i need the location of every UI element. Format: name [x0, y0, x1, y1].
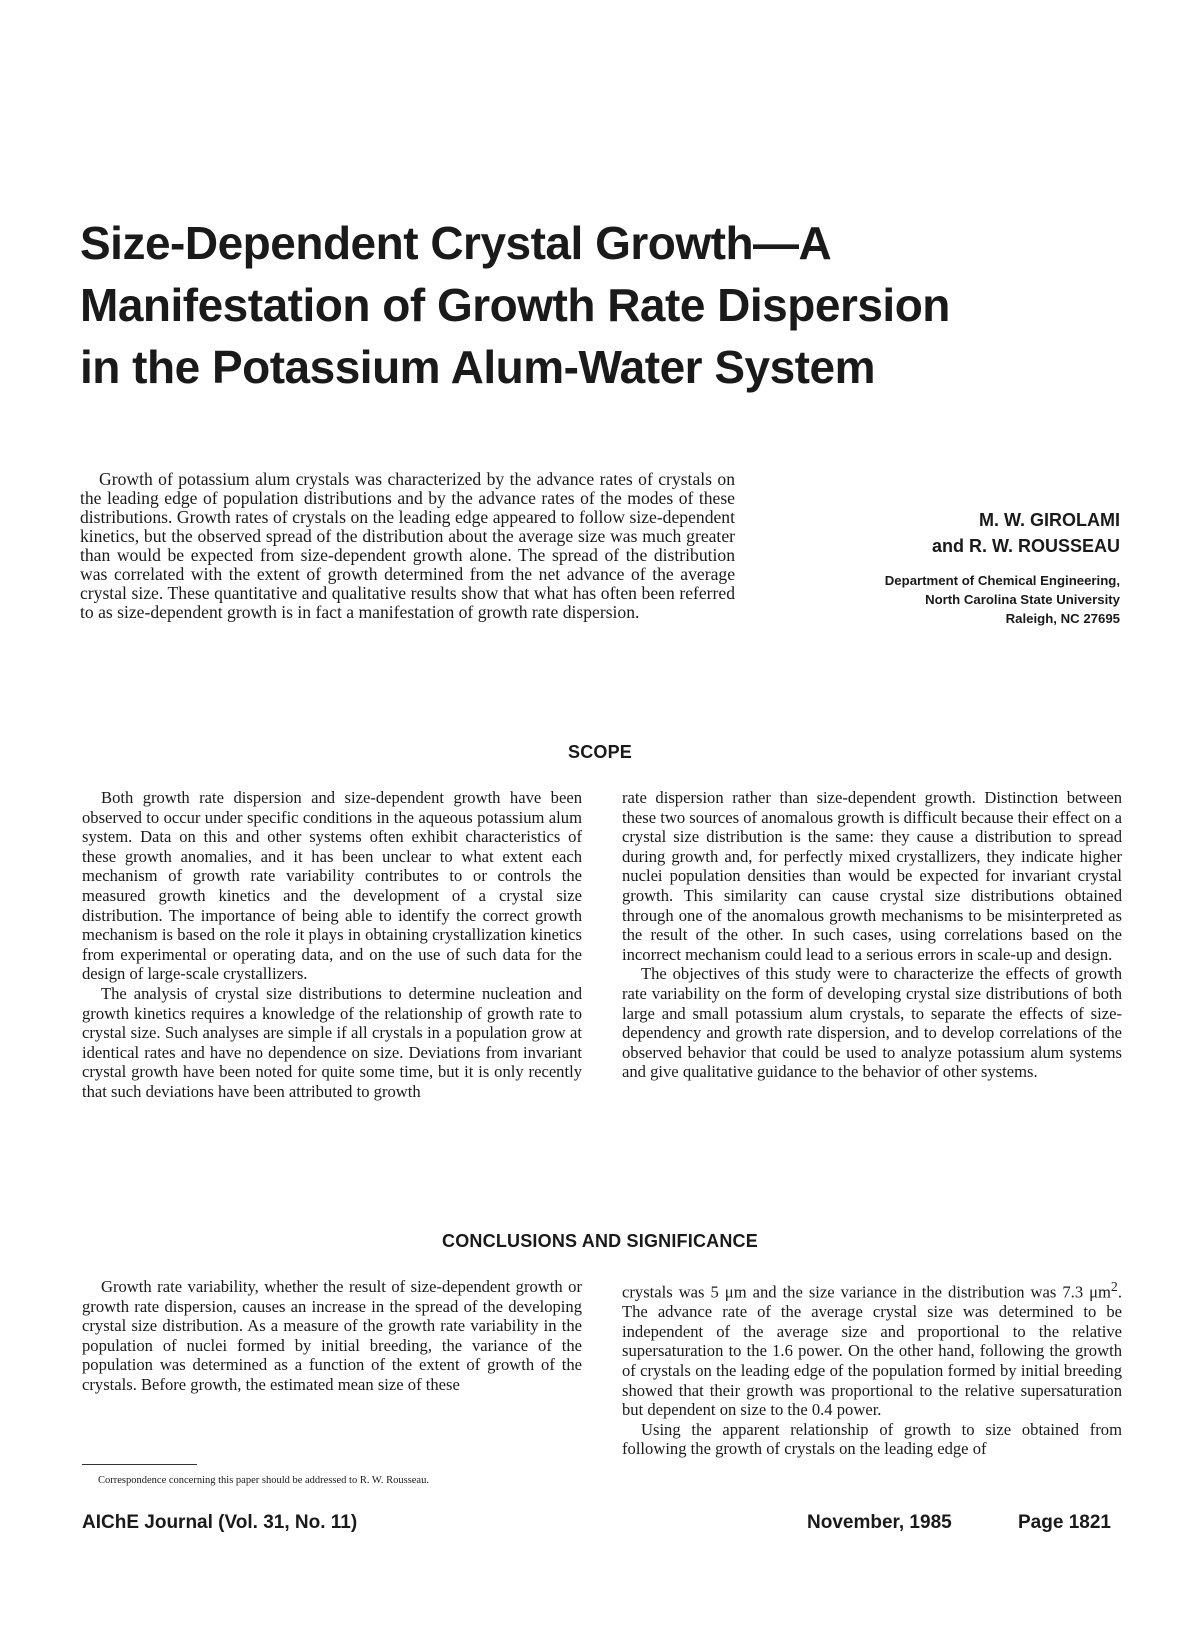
scope-paragraph-3: The objectives of this study were to characterize the effects of growth rate variability on the form of developing crystal size distributions of both large and small potassium alum crystals, to separate the effects of size-dependency and growth rate dispersion, and to develop correlations of the observed behavior that could be used to analyze potassium alum systems and give qualitative guidance to the behavior of other systems. [622, 964, 1122, 1082]
scope-right-column [622, 788, 1122, 1082]
title-line-1: Size-Dependent Crystal Growth—A [80, 217, 832, 269]
scope-left-column [82, 788, 582, 1102]
footer-date: November, 1985 [807, 1512, 952, 1533]
title-line-3: in the Potassium Alum-Water System [80, 341, 875, 393]
conclusions-paragraph-1-continued [622, 1277, 1122, 1420]
scope-paragraph-1: Both growth rate dispersion and size-dependent growth have been observed to occur under specific conditions in the aqueous potassium alum system. Data on this and other systems often exhibit characteristics of these growth anomalies, and it has been unclear to what extent each mechanism of growth rate variability contributes to or controls the measured growth kinetics and the development of a crystal size distribution. The importance of being able to identify the correct growth mechanism is based on the role it plays in obtaining crystallization kinetics from experimental or operating data, and on the use of such data for the design of large-scale crystallizers. [82, 788, 582, 984]
paper-title [80, 212, 1080, 398]
conclusions-heading: CONCLUSIONS AND SIGNIFICANCE [442, 1231, 758, 1251]
author-rousseau: and R. W. ROUSSEAU [931, 536, 1120, 556]
author-block [780, 507, 1120, 628]
scope-paragraph-2: The analysis of crystal size distributions to determine nucleation and growth kinetics requires a knowledge of the relationship of growth rate to crystal size. Such analyses are simple if all crystals in a population grow at identical rates and have no dependence on size. Deviations from invariant crystal growth have been noted for quite some time, but it is only recently that such deviations have been attributed to growth [82, 983, 582, 1101]
conclusions-paragraph-1: Growth rate variability, whether the result of size-dependent growth or growth rate dispersion, causes an increase in the spread of the developing crystal size distribution. As a measure of the growth rate variability in the population of nuclei formed by initial breeding, the variance of the population was determined as a function of the extent of growth of the crystals. Before growth, the estimated mean size of these [82, 1277, 582, 1394]
abstract: Growth of potassium alum crystals was characterized by the advance rates of crystals on the leading edge of population distributions and by the advance rates of the modes of these distributions. Growth rates of crystals on the leading edge appeared to follow size-dependent kinetics, but the observed spread of the distribution about the average size was much greater than would be expected from size-dependent growth alone. The spread of the distribution was correlated with the extent of growth determined from the net advance of the average crystal size. These quantitative and qualitative results show that what has often been referred to as size-dependent growth is in fact a manifestation of growth rate dispersion. [80, 469, 735, 622]
affiliation-department: Department of Chemical Engineering, [884, 573, 1120, 588]
conclusions-text-b: . The advance rate of the average crystal size was determined to be independent of the average size and proportional to the relative supersaturation to the 1.6 power. On the other hand, following the growth of crystals on the leading edge of the population formed by initial breeding showed that their growth was proportional to the relative supersaturation but dependent on size to the 0.4 power. [622, 1282, 1122, 1420]
affiliation-city: Raleigh, NC 27695 [1005, 611, 1120, 626]
superscript-2: 2 [1110, 1279, 1118, 1294]
footnote: Correspondence concerning this paper should be addressed to R. W. Rousseau. [98, 1475, 429, 1486]
conclusions-text-a: crystals was 5 μm and the size variance in the distribution was 7.3 μm [622, 1282, 1111, 1302]
affiliation-university: North Carolina State University [925, 592, 1120, 607]
footer-journal: AIChE Journal (Vol. 31, No. 11) [82, 1512, 358, 1533]
scope-paragraph-2-continued: rate dispersion rather than size-dependent growth. Distinction between these two sources of anomalous growth is difficult because their effect on a crystal size distribution is the same: they cause a distribution to spread during growth and, for perfectly mixed crystallizers, they indicate higher nuclei population densities than would be expected for invariant crystal growth. This similarity can cause crystal size distributions obtained through one of the anomalous growth mechanisms to be misinterpreted as the result of the other. In such cases, using correlations based on the incorrect mechanism could lead to a serious errors in scale-up and design. [622, 788, 1122, 964]
scope-heading: SCOPE [567, 742, 633, 762]
author-girolami: M. W. GIROLAMI [979, 510, 1120, 530]
footer-page-number: Page 1821 [1018, 1512, 1111, 1533]
conclusions-paragraph-2: Using the apparent relationship of growth to size obtained from following the growth of crystals on the leading edge of [622, 1419, 1122, 1459]
conclusions-left-column [82, 1277, 582, 1395]
conclusions-right-column [622, 1277, 1122, 1459]
footnote-divider [82, 1464, 197, 1465]
title-line-2: Manifestation of Growth Rate Dispersion [80, 279, 950, 331]
